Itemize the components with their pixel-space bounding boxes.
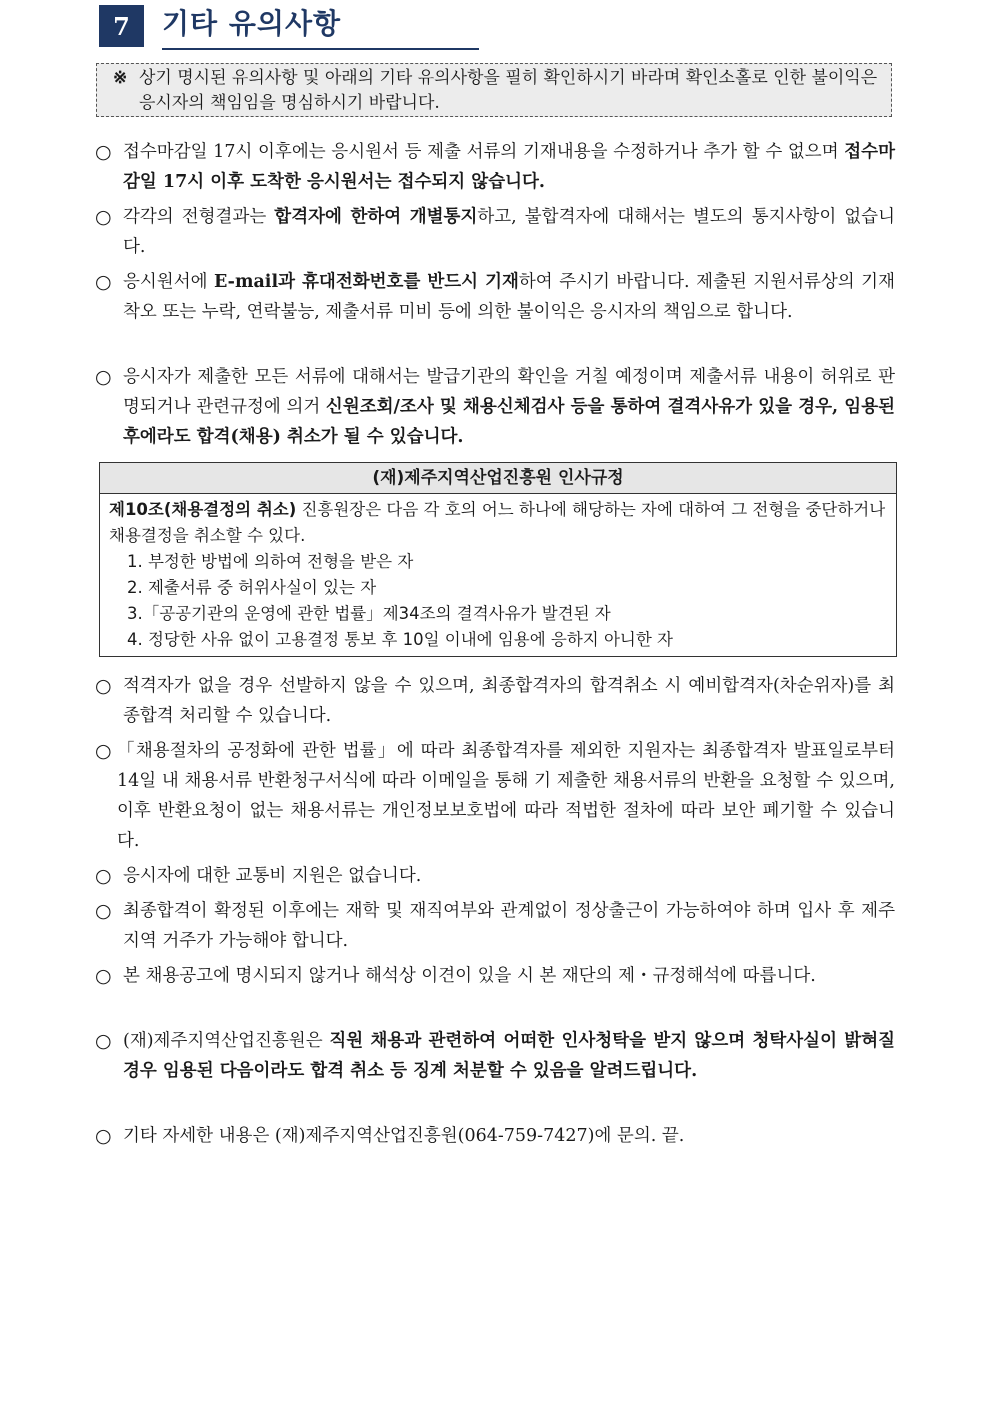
circle-bullet-icon: ○ (95, 900, 112, 922)
section-header (99, 5, 479, 47)
clause-item: 4. 정당한 사유 없이 고용결정 통보 후 10일 이내에 임용에 응하지 아니한 자 (127, 630, 673, 649)
circle-bullet-icon: ○ (95, 366, 112, 388)
section-number: 7 (99, 5, 144, 47)
item-text: 「채용절차의 공정화에 관한 법률」에 따라 최종합격자를 제외한 지원자는 최종합격자 발표일로부터 14일 내 채용서류 반환청구서식에 따라 이메일을 통해 기 제출한 채용서류의 반환을 요청할 수 있으며, 이후 반환요청이 없는 채용서류는 개인정보보호법에 따라 적법한 절차에 따라 보안 폐기할 수 있습니다. (117, 741, 895, 851)
list-item (95, 861, 895, 891)
list-item (95, 202, 895, 262)
regulation-body (100, 494, 896, 653)
notice-box (96, 63, 892, 117)
list-item (95, 736, 895, 856)
circle-bullet-icon: ○ (95, 141, 112, 163)
list-item (95, 961, 895, 991)
item-text: (재)제주지역산업진흥원은 (123, 1031, 330, 1051)
item-bold-text: 접수마감일 17시 이후 도착한 응시원서는 접수되지 않습니다. (123, 142, 895, 192)
item-bold-text: 직원 채용과 관련하여 어떠한 인사청탁을 받지 않으며 청탁사실이 밝혀질 경우 임용된 다음이라도 합격 취소 등 징계 처분할 수 있음을 알려드립니다. (123, 1031, 896, 1081)
circle-bullet-icon: ○ (95, 1125, 112, 1147)
list-item (95, 896, 895, 956)
item-text: 본 채용공고에 명시되지 않거나 해석상 이견이 있을 시 본 재단의 제・규정해석에 따릅니다. (123, 966, 816, 986)
circle-bullet-icon: ○ (95, 206, 112, 228)
item-text: 최종합격이 확정된 이후에는 재학 및 재직여부와 관계없이 정상출근이 가능하여야 하며 입사 후 제주지역 거주가 가능해야 합니다. (123, 901, 895, 951)
item-text: 응시자에 대한 교통비 지원은 없습니다. (123, 866, 422, 886)
circle-bullet-icon: ○ (95, 675, 112, 697)
item-text: 적격자가 없을 경우 선발하지 않을 수 있으며, 최종합격자의 합격취소 시 예비합격자(차순위자)를 최종합격 처리할 수 있습니다. (123, 676, 895, 726)
list-item (95, 671, 895, 731)
item-bold-text: E-mail과 휴대전화번호를 반드시 기재 (214, 272, 519, 292)
regulation-title: (재)제주지역산업진흥원 인사규정 (100, 463, 896, 494)
item-bold-text: 합격자에 한하여 개별통지 (274, 207, 478, 227)
item-bold-text: 신원조회/조사 및 채용신체검사 등을 통하여 결격사유가 있을 경우, 임용된 후에라도 합격(채용) 취소가 될 수 있습니다. (123, 397, 895, 447)
section-underline (162, 48, 479, 50)
item-text: 응시원서에 (123, 272, 215, 292)
list-item (95, 1026, 895, 1086)
item-text: 응시자가 제출한 모든 서류에 대해서는 발급기관의 확인을 거칠 예정이며 제출서류 내용이 허위로 판명되거나 관련규정에 의거 (123, 367, 895, 417)
circle-bullet-icon: ○ (95, 1030, 112, 1052)
circle-bullet-icon: ○ (95, 865, 112, 887)
circle-bullet-icon: ○ (95, 965, 112, 987)
item-text: 기타 자세한 내용은 (재)제주지역산업진흥원(064-759-7427)에 문의. 끝. (123, 1126, 685, 1146)
article-text: 진흥원장은 다음 각 호의 어느 하나에 해당하는 자에 대하여 그 전형을 중단하거나 채용결정을 취소할 수 있다. (109, 500, 886, 545)
section-title: 기타 유의사항 (162, 7, 342, 40)
item-text: 하고, 불합격자에 대해서는 별도의 통지사항이 없습니다. (123, 207, 895, 257)
item-text: 접수마감일 17시 이후에는 응시원서 등 제출 서류의 기재내용을 수정하거나 추가 할 수 없으며 (123, 142, 845, 162)
notice-text: 상기 명시된 유의사항 및 아래의 기타 유의사항을 필히 확인하시기 바라며 확인소홀로 인한 불이익은 응시자의 책임임을 명심하시기 바랍니다. (139, 68, 878, 113)
reference-mark: ※ (113, 68, 128, 88)
article-title: 제10조(채용결정의 취소) (109, 500, 297, 519)
clause-item: 1. 부정한 방법에 의하여 전형을 받은 자 (127, 552, 414, 571)
list-item (95, 1121, 895, 1151)
clause-item: 2. 제출서류 중 허위사실이 있는 자 (127, 578, 377, 597)
item-text: 하여 주시기 바랍니다. 제출된 지원서류상의 기재착오 또는 누락, 연락불능, 제출서류 미비 등에 의한 불이익은 응시자의 책임으로 합니다. (123, 272, 895, 322)
circle-bullet-icon: ○ (95, 271, 112, 293)
list-item (95, 137, 895, 197)
list-item (95, 362, 895, 452)
clause-item: 3.「공공기관의 운영에 관한 법률」제34조의 결격사유가 발견된 자 (127, 604, 611, 623)
item-text: 각각의 전형결과는 (123, 207, 275, 227)
clause-list (109, 549, 887, 653)
circle-bullet-icon: ○ (95, 740, 112, 762)
list-item (95, 267, 895, 327)
regulation-box (99, 462, 897, 657)
